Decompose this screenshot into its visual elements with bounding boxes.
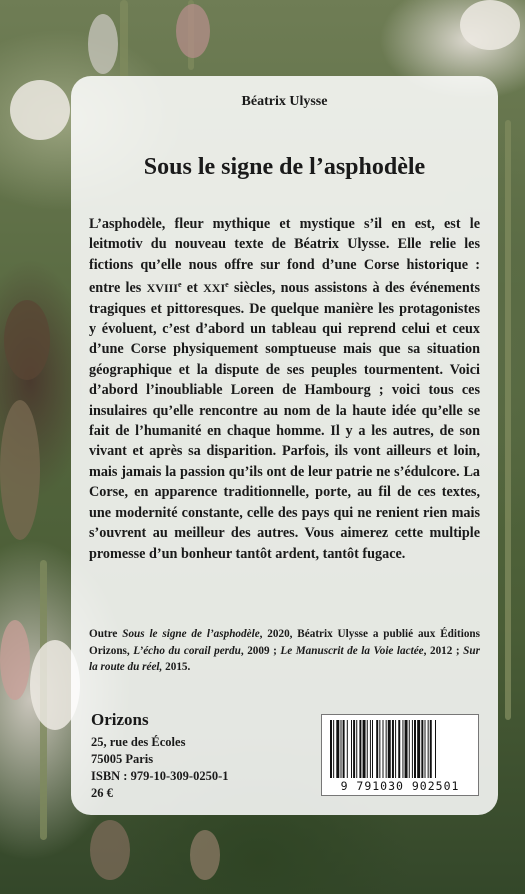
barcode-bar <box>409 720 410 778</box>
background-stem <box>120 0 128 80</box>
century-21: XXIe <box>203 280 229 296</box>
background-bud <box>190 830 220 880</box>
background-bud <box>4 300 50 380</box>
barcode-bar <box>435 720 436 778</box>
back-cover-panel <box>71 76 498 815</box>
price: 26 € <box>91 786 113 800</box>
barcode-bar <box>428 720 429 778</box>
barcode-bar <box>356 720 357 778</box>
century-18: XVIIIe <box>146 280 182 296</box>
book-title: Sous le signe de l’asphodèle <box>143 154 426 180</box>
background-bud <box>0 400 40 540</box>
barcode-bar <box>333 720 334 778</box>
barcode-bar <box>388 720 391 778</box>
barcode-bar <box>367 720 368 778</box>
barcode-bar <box>430 720 432 778</box>
blurb-part-2: siècles, nous assistons à des événements tragiques et pittoresques. De quelque manière les protagonistes y évoluent, c’est d’abord un tableau qui reprend celui et ceux d’une Corse physiquement somptueuse mais que sa situation géographique et la dispute de ses peuples tourmentent. Voici d’abord l’inoubliable Loreen de Hambourg ; voici tous ces insulaires qu’elle rencontre au nom de la haute idée qu’elle se fait de l’humanité en chaque homme. Il y a les autres, de son vivant et après sa disparition. Parfois, ils vont ailleurs et loin, mais jamais la passion qu’ils ont de leur patrie ne s’édulcore. La Corse, en apparence traditionnelle, porte, au fil de ces textes, une modernité constante, celle des pays qui ne renient rien mais s’ouvrent au meilleur des autres. Vous aimerez cette multiple promesse d’un bonheur tantôt ardent, tantôt fugace. <box>89 280 480 562</box>
barcode-bar <box>359 720 361 778</box>
background-flower <box>10 80 70 140</box>
barcode-bar <box>370 720 371 778</box>
barcode-bar <box>363 720 366 778</box>
barcode-bar <box>392 720 394 778</box>
barcode-bar <box>336 720 339 778</box>
background-stem <box>505 120 511 720</box>
background-bud <box>176 4 210 58</box>
background-bud <box>88 14 118 74</box>
barcode-bar <box>383 720 384 778</box>
blurb-text <box>89 214 480 564</box>
publisher-city: 75005 Paris <box>91 752 154 766</box>
background-flower <box>460 0 520 50</box>
publisher-name: Orizons <box>91 710 149 729</box>
book-title-ref: Sous le signe de l’asphodèle <box>122 628 260 640</box>
background-bud <box>0 620 30 700</box>
barcode-bar <box>379 720 380 778</box>
background-bud <box>90 820 130 880</box>
publisher-address: 25, rue des Écoles <box>91 735 186 749</box>
book-title-ref: Sur la route du réel, <box>89 644 480 673</box>
book-title-ref: Le Manuscrit de la Voie lactée <box>280 644 424 657</box>
barcode-bar <box>353 720 355 778</box>
author-name: Béatrix Ulysse <box>241 94 328 109</box>
barcode-bar <box>405 720 408 778</box>
barcode-bar <box>425 720 426 778</box>
blurb-mid: et <box>181 280 204 297</box>
barcode-bar <box>398 720 400 778</box>
isbn: ISBN : 979-10-309-0250-1 <box>91 769 229 783</box>
barcode-bar <box>386 720 387 778</box>
barcode-bar <box>343 720 345 778</box>
book-title-ref: L’écho du corail perdu <box>133 644 241 657</box>
barcode-bar <box>341 720 342 778</box>
barcode-bar <box>421 720 423 778</box>
publisher-block <box>91 710 229 802</box>
bibliography-text: Outre Sous le signe de l’asphodèle, 2020, Béatrix Ulysse a publié aux Éditions Orizons, L’écho du corail perdu, 2009 ; Le Manuscrit de la Voie lactée, 2012 ; Sur la route du réel, 2015. <box>89 628 480 673</box>
barcode-bars <box>330 720 470 778</box>
barcode-bar <box>395 720 396 778</box>
barcode-bar <box>372 720 373 778</box>
barcode-bar <box>414 720 416 778</box>
barcode-bar <box>351 720 352 778</box>
barcode-bar <box>376 720 378 778</box>
barcode-bar <box>417 720 420 778</box>
barcode-bar <box>330 720 332 778</box>
blurb-part-1: L’asphodèle, fleur mythique et mystique s’il en est, est le leitmotiv du nouveau texte de Béatrix Ulysse. Elle relie les fictions qu’elle nous offre sur fond d’une Corse historique : entre les <box>89 216 480 297</box>
barcode-bar <box>412 720 413 778</box>
barcode-digits: 9 791030 902501 <box>340 779 460 793</box>
barcode <box>321 714 479 796</box>
barcode-bar <box>402 720 403 778</box>
barcode-bar <box>347 720 348 778</box>
